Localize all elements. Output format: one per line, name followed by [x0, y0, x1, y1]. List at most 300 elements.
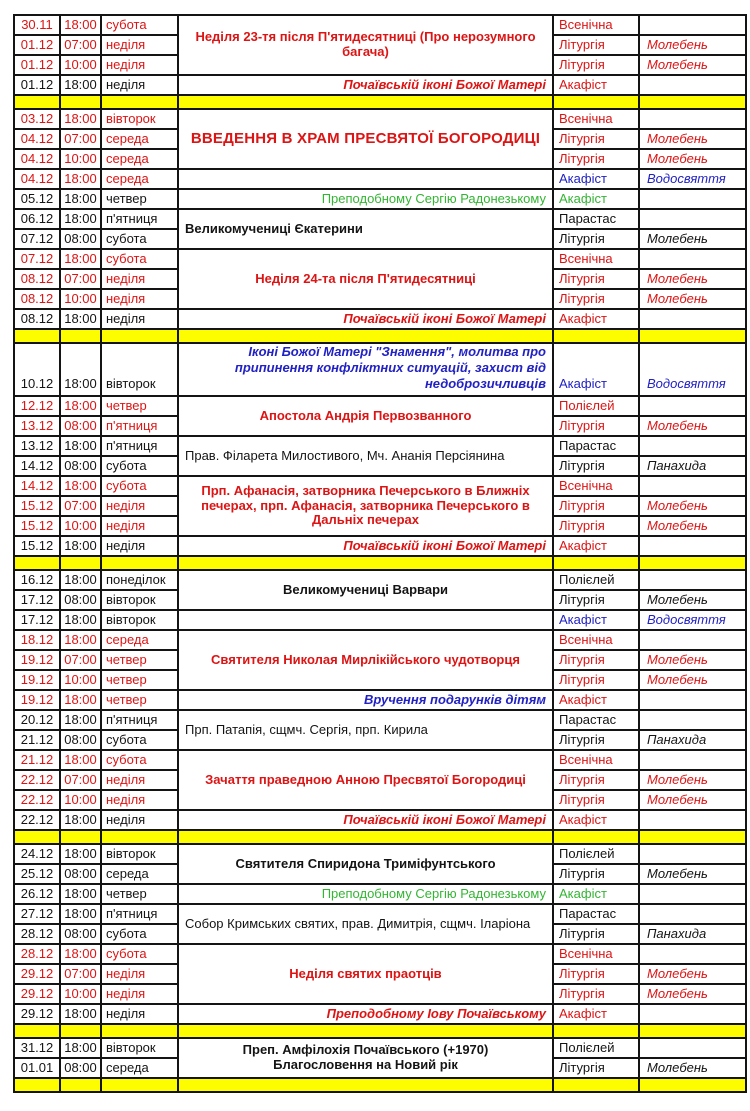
- separator-cell: [60, 1078, 101, 1092]
- date-cell: 07.12: [14, 229, 60, 249]
- time-cell: 18:00: [60, 396, 101, 416]
- description-cell: Преп. Амфілохія Почаївського (+1970) Благословення на Новий рік: [178, 1038, 553, 1078]
- separator-cell: [14, 556, 60, 570]
- separator-cell: [639, 1024, 746, 1038]
- extra-service-cell: [639, 1038, 746, 1058]
- service-cell: Акафіст: [553, 884, 639, 904]
- time-cell: 18:00: [60, 750, 101, 770]
- time-cell: 08:00: [60, 229, 101, 249]
- extra-service-cell: Молебень: [639, 590, 746, 610]
- extra-service-cell: Молебень: [639, 670, 746, 690]
- separator-cell: [14, 1078, 60, 1092]
- description-cell: Почаївській іконі Божої Матері: [178, 810, 553, 830]
- date-cell: 01.12: [14, 35, 60, 55]
- date-cell: 03.12: [14, 109, 60, 129]
- date-cell: 31.12: [14, 1038, 60, 1058]
- day-cell: середа: [101, 149, 178, 169]
- schedule-row: [14, 536, 746, 556]
- extra-service-cell: [639, 75, 746, 95]
- extra-service-cell: [639, 249, 746, 269]
- separator-cell: [178, 830, 553, 844]
- service-cell: Літургія: [553, 55, 639, 75]
- extra-service-cell: Молебень: [639, 964, 746, 984]
- schedule-row: [14, 904, 746, 924]
- time-cell: 18:00: [60, 249, 101, 269]
- separator-cell: [553, 1078, 639, 1092]
- time-cell: 18:00: [60, 75, 101, 95]
- time-cell: 18:00: [60, 169, 101, 189]
- date-cell: 29.12: [14, 964, 60, 984]
- date-cell: 01.01: [14, 1058, 60, 1078]
- date-cell: 24.12: [14, 844, 60, 864]
- separator-cell: [14, 1024, 60, 1038]
- day-cell: неділя: [101, 810, 178, 830]
- day-cell: п'ятниця: [101, 710, 178, 730]
- date-cell: 01.12: [14, 75, 60, 95]
- time-cell: 07:00: [60, 770, 101, 790]
- day-cell: субота: [101, 456, 178, 476]
- extra-service-cell: Панахида: [639, 730, 746, 750]
- separator-cell: [14, 329, 60, 343]
- service-cell: Всенічна: [553, 630, 639, 650]
- day-cell: п'ятниця: [101, 904, 178, 924]
- separator-cell: [60, 830, 101, 844]
- schedule-row: [14, 436, 746, 456]
- separator-cell: [60, 329, 101, 343]
- time-cell: 08:00: [60, 416, 101, 436]
- date-cell: 19.12: [14, 670, 60, 690]
- extra-service-cell: [639, 476, 746, 496]
- date-cell: 29.12: [14, 1004, 60, 1024]
- description-cell: Великомучениці Варвари: [178, 570, 553, 610]
- description-cell: Прав. Філарета Милостивого, Мч. Ананія Персіянина: [178, 436, 553, 476]
- time-cell: 18:00: [60, 884, 101, 904]
- day-cell: п'ятниця: [101, 436, 178, 456]
- date-cell: 21.12: [14, 730, 60, 750]
- service-cell: Літургія: [553, 770, 639, 790]
- time-cell: 18:00: [60, 536, 101, 556]
- service-cell: Всенічна: [553, 249, 639, 269]
- day-cell: вівторок: [101, 590, 178, 610]
- separator-cell: [14, 830, 60, 844]
- extra-service-cell: [639, 690, 746, 710]
- day-cell: субота: [101, 924, 178, 944]
- separator-cell: [639, 329, 746, 343]
- schedule-row: [14, 75, 746, 95]
- extra-service-cell: [639, 944, 746, 964]
- date-cell: 12.12: [14, 396, 60, 416]
- time-cell: 10:00: [60, 790, 101, 810]
- service-cell: Всенічна: [553, 944, 639, 964]
- schedule-row: [14, 109, 746, 129]
- day-cell: вівторок: [101, 610, 178, 630]
- date-cell: 04.12: [14, 169, 60, 189]
- time-cell: 18:00: [60, 1004, 101, 1024]
- time-cell: 10:00: [60, 55, 101, 75]
- time-cell: 10:00: [60, 289, 101, 309]
- description-cell: Святителя Спиридона Триміфунтського: [178, 844, 553, 884]
- schedule-row: [14, 750, 746, 770]
- service-cell: Парастас: [553, 209, 639, 229]
- extra-service-cell: [639, 570, 746, 590]
- service-cell: Літургія: [553, 650, 639, 670]
- date-cell: 17.12: [14, 610, 60, 630]
- schedule-row: [14, 169, 746, 189]
- day-cell: неділя: [101, 55, 178, 75]
- date-cell: 25.12: [14, 864, 60, 884]
- day-cell: неділя: [101, 770, 178, 790]
- separator-cell: [553, 830, 639, 844]
- day-cell: вівторок: [101, 844, 178, 864]
- description-cell: Почаївській іконі Божої Матері: [178, 536, 553, 556]
- description-cell: Святителя Николая Мирлікійського чудотворця: [178, 630, 553, 690]
- time-cell: 18:00: [60, 476, 101, 496]
- service-cell: Літургія: [553, 590, 639, 610]
- schedule-row: [14, 570, 746, 590]
- day-cell: четвер: [101, 670, 178, 690]
- schedule-row: [14, 1038, 746, 1058]
- day-cell: неділя: [101, 984, 178, 1004]
- day-cell: середа: [101, 129, 178, 149]
- time-cell: 08:00: [60, 924, 101, 944]
- date-cell: 21.12: [14, 750, 60, 770]
- schedule-row: [14, 944, 746, 964]
- separator-cell: [60, 95, 101, 109]
- date-cell: 28.12: [14, 924, 60, 944]
- service-cell: Літургія: [553, 35, 639, 55]
- date-cell: 26.12: [14, 884, 60, 904]
- service-cell: Акафіст: [553, 189, 639, 209]
- extra-service-cell: Молебень: [639, 516, 746, 536]
- time-cell: 08:00: [60, 456, 101, 476]
- extra-service-cell: Молебень: [639, 269, 746, 289]
- day-cell: неділя: [101, 964, 178, 984]
- separator-cell: [14, 95, 60, 109]
- separator-cell: [178, 556, 553, 570]
- separator-row: [14, 95, 746, 109]
- time-cell: 18:00: [60, 109, 101, 129]
- schedule-row: [14, 884, 746, 904]
- date-cell: 15.12: [14, 496, 60, 516]
- service-cell: Парастас: [553, 710, 639, 730]
- service-cell: Літургія: [553, 924, 639, 944]
- time-cell: 07:00: [60, 129, 101, 149]
- separator-cell: [178, 1078, 553, 1092]
- date-cell: 08.12: [14, 289, 60, 309]
- service-cell: Літургія: [553, 289, 639, 309]
- schedule-row: [14, 396, 746, 416]
- service-cell: Літургія: [553, 129, 639, 149]
- separator-row: [14, 556, 746, 570]
- service-cell: Акафіст: [553, 75, 639, 95]
- service-cell: Літургія: [553, 456, 639, 476]
- date-cell: 19.12: [14, 650, 60, 670]
- date-cell: 30.11: [14, 15, 60, 35]
- extra-service-cell: [639, 536, 746, 556]
- schedule-row: [14, 844, 746, 864]
- separator-cell: [101, 1078, 178, 1092]
- service-cell: Літургія: [553, 269, 639, 289]
- extra-service-cell: Молебень: [639, 416, 746, 436]
- extra-service-cell: Молебень: [639, 129, 746, 149]
- description-cell: Великомучениці Єкатерини: [178, 209, 553, 249]
- separator-cell: [639, 1078, 746, 1092]
- service-cell: Літургія: [553, 416, 639, 436]
- time-cell: 18:00: [60, 436, 101, 456]
- separator-row: [14, 329, 746, 343]
- extra-service-cell: [639, 109, 746, 129]
- date-cell: 04.12: [14, 149, 60, 169]
- time-cell: 07:00: [60, 964, 101, 984]
- service-cell: Акафіст: [553, 343, 639, 396]
- time-cell: 18:00: [60, 844, 101, 864]
- date-cell: 18.12: [14, 630, 60, 650]
- day-cell: четвер: [101, 396, 178, 416]
- time-cell: 18:00: [60, 1038, 101, 1058]
- description-cell: Почаївській іконі Божої Матері: [178, 75, 553, 95]
- extra-service-cell: Водосвяття: [639, 610, 746, 630]
- day-cell: субота: [101, 15, 178, 35]
- extra-service-cell: [639, 189, 746, 209]
- service-cell: Всенічна: [553, 15, 639, 35]
- extra-service-cell: Молебень: [639, 650, 746, 670]
- schedule-row: [14, 610, 746, 630]
- time-cell: 18:00: [60, 189, 101, 209]
- description-cell: Неділя 23-тя після П'ятидесятниці (Про нерозумного багача): [178, 15, 553, 75]
- separator-cell: [178, 329, 553, 343]
- date-cell: 19.12: [14, 690, 60, 710]
- extra-service-cell: Молебень: [639, 984, 746, 1004]
- separator-cell: [639, 556, 746, 570]
- separator-cell: [639, 830, 746, 844]
- extra-service-cell: [639, 436, 746, 456]
- time-cell: 18:00: [60, 944, 101, 964]
- time-cell: 18:00: [60, 904, 101, 924]
- schedule-row: [14, 209, 746, 229]
- service-cell: Літургія: [553, 1058, 639, 1078]
- extra-service-cell: Молебень: [639, 55, 746, 75]
- date-cell: 13.12: [14, 416, 60, 436]
- extra-service-cell: Водосвяття: [639, 169, 746, 189]
- description-cell: Неділя святих праотців: [178, 944, 553, 1004]
- schedule-row: [14, 690, 746, 710]
- day-cell: середа: [101, 1058, 178, 1078]
- service-cell: Літургія: [553, 229, 639, 249]
- schedule-row: [14, 710, 746, 730]
- extra-service-cell: Молебень: [639, 229, 746, 249]
- separator-cell: [101, 95, 178, 109]
- service-cell: Парастас: [553, 436, 639, 456]
- day-cell: неділя: [101, 75, 178, 95]
- time-cell: 07:00: [60, 35, 101, 55]
- extra-service-cell: [639, 309, 746, 329]
- day-cell: неділя: [101, 1004, 178, 1024]
- description-cell: Прп. Афанасія, затворника Печерського в Ближніх печерах, прп. Афанасія, затворника Печерського в Дальніх печерах: [178, 476, 553, 536]
- time-cell: 18:00: [60, 630, 101, 650]
- service-cell: Літургія: [553, 730, 639, 750]
- separator-cell: [553, 1024, 639, 1038]
- separator-cell: [178, 95, 553, 109]
- date-cell: 07.12: [14, 249, 60, 269]
- service-cell: Акафіст: [553, 536, 639, 556]
- day-cell: вівторок: [101, 343, 178, 396]
- extra-service-cell: Молебень: [639, 790, 746, 810]
- day-cell: неділя: [101, 309, 178, 329]
- day-cell: субота: [101, 944, 178, 964]
- extra-service-cell: [639, 810, 746, 830]
- day-cell: середа: [101, 169, 178, 189]
- day-cell: середа: [101, 864, 178, 884]
- description-cell: Преподобному Іову Почаївському: [178, 1004, 553, 1024]
- date-cell: 06.12: [14, 209, 60, 229]
- date-cell: 20.12: [14, 710, 60, 730]
- description-cell: Вручення подарунків дітям: [178, 690, 553, 710]
- extra-service-cell: [639, 630, 746, 650]
- separator-cell: [178, 1024, 553, 1038]
- separator-cell: [553, 95, 639, 109]
- time-cell: 18:00: [60, 209, 101, 229]
- description-cell: Іконі Божої Матері "Знамення", молитва про припинення конфліктних ситуацій, захист від недоброзичливців: [178, 343, 553, 396]
- service-cell: Літургія: [553, 670, 639, 690]
- description-cell: Собор Кримських святих, прав. Димитрія, сщмч. Іларіона: [178, 904, 553, 944]
- date-cell: 05.12: [14, 189, 60, 209]
- separator-cell: [60, 1024, 101, 1038]
- service-cell: Літургія: [553, 790, 639, 810]
- time-cell: 18:00: [60, 710, 101, 730]
- date-cell: 14.12: [14, 456, 60, 476]
- schedule-row: [14, 189, 746, 209]
- service-cell: Акафіст: [553, 169, 639, 189]
- service-cell: Літургія: [553, 864, 639, 884]
- date-cell: 15.12: [14, 536, 60, 556]
- time-cell: 18:00: [60, 343, 101, 396]
- day-cell: неділя: [101, 289, 178, 309]
- date-cell: 15.12: [14, 516, 60, 536]
- time-cell: 07:00: [60, 496, 101, 516]
- description-cell: ВВЕДЕННЯ В ХРАМ ПРЕСВЯТОЇ БОГОРОДИЦІ: [178, 109, 553, 169]
- separator-cell: [101, 556, 178, 570]
- extra-service-cell: Молебень: [639, 35, 746, 55]
- date-cell: 27.12: [14, 904, 60, 924]
- date-cell: 29.12: [14, 984, 60, 1004]
- date-cell: 08.12: [14, 309, 60, 329]
- description-cell: Зачаття праведною Анною Пресвятої Богородиці: [178, 750, 553, 810]
- extra-service-cell: [639, 750, 746, 770]
- description-cell: Неділя 24-та після П'ятидесятниці: [178, 249, 553, 309]
- schedule-row: [14, 476, 746, 496]
- description-cell: Прп. Патапія, сщмч. Сергія, прп. Кирила: [178, 710, 553, 750]
- day-cell: понеділок: [101, 570, 178, 590]
- service-cell: Полієлей: [553, 1038, 639, 1058]
- time-cell: 08:00: [60, 864, 101, 884]
- date-cell: 04.12: [14, 129, 60, 149]
- day-cell: п'ятниця: [101, 416, 178, 436]
- time-cell: 10:00: [60, 516, 101, 536]
- time-cell: 18:00: [60, 15, 101, 35]
- service-cell: Акафіст: [553, 690, 639, 710]
- day-cell: субота: [101, 750, 178, 770]
- extra-service-cell: [639, 844, 746, 864]
- extra-service-cell: Молебень: [639, 1058, 746, 1078]
- extra-service-cell: Водосвяття: [639, 343, 746, 396]
- service-cell: Акафіст: [553, 610, 639, 630]
- separator-cell: [553, 556, 639, 570]
- time-cell: 08:00: [60, 590, 101, 610]
- time-cell: 08:00: [60, 730, 101, 750]
- extra-service-cell: Панахида: [639, 456, 746, 476]
- day-cell: субота: [101, 476, 178, 496]
- day-cell: субота: [101, 249, 178, 269]
- date-cell: 22.12: [14, 790, 60, 810]
- day-cell: вівторок: [101, 109, 178, 129]
- service-cell: Літургія: [553, 516, 639, 536]
- description-cell: Апостола Андрія Первозванного: [178, 396, 553, 436]
- separator-cell: [553, 329, 639, 343]
- schedule-row: [14, 15, 746, 35]
- separator-row: [14, 830, 746, 844]
- service-cell: Акафіст: [553, 1004, 639, 1024]
- date-cell: 01.12: [14, 55, 60, 75]
- day-cell: середа: [101, 630, 178, 650]
- day-cell: субота: [101, 229, 178, 249]
- date-cell: 22.12: [14, 810, 60, 830]
- time-cell: 18:00: [60, 570, 101, 590]
- separator-cell: [101, 329, 178, 343]
- separator-cell: [60, 556, 101, 570]
- time-cell: 18:00: [60, 810, 101, 830]
- separator-row: [14, 1078, 746, 1092]
- extra-service-cell: Молебень: [639, 289, 746, 309]
- time-cell: 10:00: [60, 984, 101, 1004]
- day-cell: четвер: [101, 884, 178, 904]
- day-cell: четвер: [101, 650, 178, 670]
- schedule-row: [14, 630, 746, 650]
- separator-cell: [101, 830, 178, 844]
- day-cell: вівторок: [101, 1038, 178, 1058]
- day-cell: четвер: [101, 189, 178, 209]
- time-cell: 10:00: [60, 149, 101, 169]
- date-cell: 13.12: [14, 436, 60, 456]
- service-cell: Полієлей: [553, 396, 639, 416]
- schedule-row: [14, 1004, 746, 1024]
- service-cell: Всенічна: [553, 109, 639, 129]
- extra-service-cell: [639, 15, 746, 35]
- service-cell: Полієлей: [553, 570, 639, 590]
- date-cell: 08.12: [14, 269, 60, 289]
- schedule-row: [14, 343, 746, 396]
- schedule-row: [14, 309, 746, 329]
- extra-service-cell: [639, 904, 746, 924]
- service-cell: Полієлей: [553, 844, 639, 864]
- separator-row: [14, 1024, 746, 1038]
- extra-service-cell: [639, 884, 746, 904]
- day-cell: четвер: [101, 690, 178, 710]
- service-cell: Парастас: [553, 904, 639, 924]
- day-cell: субота: [101, 730, 178, 750]
- time-cell: 18:00: [60, 309, 101, 329]
- time-cell: 10:00: [60, 670, 101, 690]
- extra-service-cell: Панахида: [639, 924, 746, 944]
- service-cell: Акафіст: [553, 810, 639, 830]
- day-cell: неділя: [101, 35, 178, 55]
- date-cell: 28.12: [14, 944, 60, 964]
- extra-service-cell: Молебень: [639, 149, 746, 169]
- service-cell: Літургія: [553, 149, 639, 169]
- separator-cell: [639, 95, 746, 109]
- time-cell: 08:00: [60, 1058, 101, 1078]
- description-cell: Преподобному Сергію Радонезькому: [178, 189, 553, 209]
- service-cell: Літургія: [553, 964, 639, 984]
